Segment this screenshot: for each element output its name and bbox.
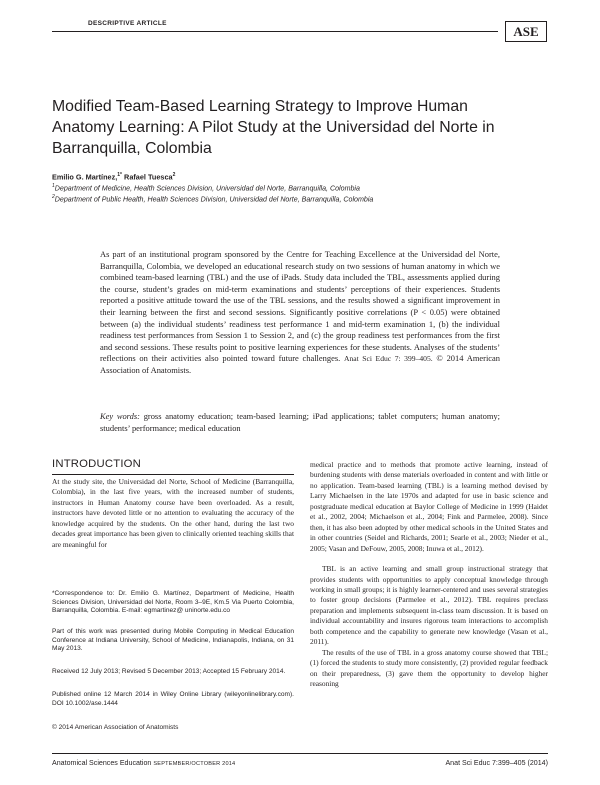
body-paragraph: The results of the use of TBL in a gross anatomy course showed that TBL; (1) forced the students to study more consistently, (2) provided regular feedback on their preparedness, (3) gave them the opportunity to develop higher reasoning bbox=[310, 647, 548, 689]
footnote-received bbox=[52, 668, 294, 677]
article-title: Modified Team-Based Learning Strategy to Improve Human Anatomy Learning: A Pilot Study at the Universidad del Norte in Barranquilla, Colombia bbox=[52, 98, 495, 157]
affiliation-line bbox=[52, 194, 373, 203]
author-name: Rafael Tuesca bbox=[124, 172, 173, 182]
footnote-text: *Correspondence to: Dr. Emilio G. Martínez, Department of Medicine, Health Sciences Division, Universidad del Norte, Room 3–9E, Km.5 Via Puerto Colombia, Barranquilla, Colombia. E-mail: egmartinez@ uninorte.edu.co bbox=[52, 590, 294, 615]
body-column-right bbox=[310, 460, 548, 690]
footnote-copyright bbox=[52, 724, 294, 733]
journal-logo: ASE bbox=[505, 21, 547, 42]
abstract bbox=[100, 249, 500, 377]
footnote-text: Published online 12 March 2014 in Wiley Online Library (wileyonlinelibrary.com). DOI 10.1002/ase.1444 bbox=[52, 691, 294, 707]
footer-issue: SEPTEMBER/OCTOBER 2014 bbox=[153, 761, 236, 767]
author-list bbox=[52, 172, 175, 181]
keywords-text: gross anatomy education; team-based learning; iPad applications; tablet computers; human anatomy; students’ performance; medical education bbox=[100, 411, 500, 433]
footer-journal bbox=[52, 759, 235, 767]
body-paragraph: TBL is an active learning and small group instructional strategy that provides students with opportunities to apply conceptual knowledge through working in small groups; it is highly learner-centered and uses several strategies to foster group decisions (Parmelee et al., 2012). TBL requires preclass preparation and implements subsequent in-class team discussion. It is based on individual accountability and insures rigorous team interactions to accomplish both competence and the capability to generate new knowledge (Vasan et al., 2011). bbox=[310, 564, 548, 647]
keywords-label: Key words: bbox=[100, 411, 140, 421]
footnote-correspondence bbox=[52, 590, 294, 616]
footer-citation: Anat Sci Educ 7:399–405 (2014) bbox=[445, 759, 548, 767]
header-divider bbox=[52, 31, 498, 32]
footer-divider bbox=[52, 753, 548, 754]
affiliation-mark: 1 bbox=[52, 183, 55, 189]
author-name: Emilio G. Martínez, bbox=[52, 172, 118, 182]
body-column-left bbox=[52, 477, 294, 550]
affiliation-line bbox=[52, 183, 360, 192]
body-paragraph: At the study site, the Universidad del Norte, School of Medicine (Barranquilla, Colombia), in the last five years, with the increased number of students, instructors in Human Anatomy course have been overloaded. As a result, instructors have devoted little or no attention to evaluating the accuracy of the knowledge acquired by the students. On the other hand, during the last two decades great importance has been given to clinically oriented teaching skills that are meaningful for bbox=[52, 477, 294, 549]
article-type-label: DESCRIPTIVE ARTICLE bbox=[88, 20, 167, 27]
abstract-citation: Anat Sci Educ 7: 399–405. bbox=[344, 354, 433, 364]
footnote-text: Part of this work was presented during Mobile Computing in Medical Education Conference at Indiana University, School of Medicine, Indianapolis, Indiana, on 31 May 2013. bbox=[52, 628, 294, 653]
footnote-text: Received 12 July 2013; Revised 5 December 2013; Accepted 15 February 2014. bbox=[52, 668, 286, 675]
body-paragraph: medical practice and to methods that promote active learning, instead of burdening students with dense materials overloaded in content and with little or no application. Team-based learning (TBL) is a learning method devised by Larry Michaelsen in the late 1970s and adapted for use in basic science and postgraduate medical education at Baylor College of Medicine in 1999 (Haidet et al., 2002, 2004; Michaelson et al., 2004; Fink and Parmelee, 2008). Since then, it has also been adopted by other medical schools in the United States and in other countries (Seidel and Richards, 2001; Searle et al., 2003; Nieder et al., 2005; Vasan and DeFouw, 2005, 2008; Inuwa et al., 2012). bbox=[310, 460, 548, 553]
affiliation-text: Department of Medicine, Health Sciences Division, Universidad del Norte, Barranquilla, Colombia bbox=[54, 184, 360, 193]
section-heading-introduction: INTRODUCTION bbox=[52, 458, 142, 470]
footnote-text: © 2014 American Association of Anatomists bbox=[52, 724, 179, 731]
affiliation-text: Department of Public Health, Health Sciences Division, Universidad del Norte, Barranquilla, Colombia bbox=[54, 195, 374, 204]
footnote-presentation bbox=[52, 628, 294, 654]
author-affiliation-mark: 1* bbox=[117, 172, 123, 178]
affiliation-mark: 2 bbox=[52, 194, 55, 200]
footnote-published bbox=[52, 691, 294, 708]
abstract-copyright: © 2014 American Association of Anatomists. bbox=[100, 353, 501, 375]
abstract-text: As part of an institutional program sponsored by the Centre for Teaching Excellence at the Universidad del Norte, Barranquilla, Colombia, we developed an educational research study on two sessions of human anatomy in which we combined team-based learning (TBL) and the use of iPads. Study data included the TBL, assessments applied during the course, student’s grades on mid-term examinations and students’ perceptions of their experiences. Students reported a positive attitude toward the use of the TBL sessions, and the results showed a significant improvement in their learning between the first and second sessions. Significantly positive correlations (P < 0.05) were obtained between (a) the individual students’ readiness test performance 1 and mid-term examination 1, (b) the individual readiness test performances from Session 1 to Session 2, and (c) the group readiness test performances from the first and second sessions. These results point to positive learning experiences for these students. Analyses of the students’ reflections on their activities also pointed toward future challenges. bbox=[100, 249, 500, 364]
footer-journal-name: Anatomical Sciences Education bbox=[52, 759, 152, 767]
keywords bbox=[100, 411, 500, 434]
author-affiliation-mark: 2 bbox=[172, 172, 176, 178]
section-divider bbox=[52, 474, 294, 475]
